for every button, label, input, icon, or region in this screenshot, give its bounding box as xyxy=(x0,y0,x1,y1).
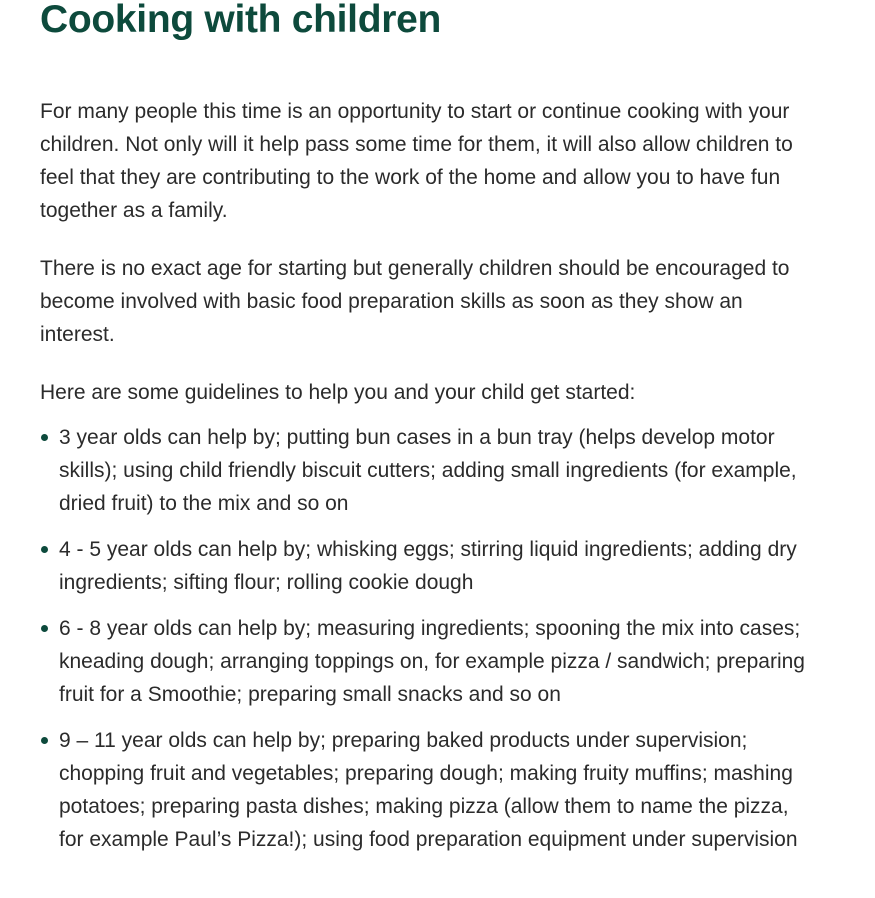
page-title: Cooking with children xyxy=(40,0,442,41)
list-item xyxy=(40,724,810,856)
bullet-icon xyxy=(41,625,48,632)
list-item xyxy=(40,421,810,520)
bullet-icon xyxy=(41,434,48,441)
list-item-text: 4 - 5 year olds can help by; whisking eggs; stirring liquid ingredients; adding dry ingredients; sifting flour; rolling cookie dough xyxy=(59,538,797,594)
list-item-text: 3 year olds can help by; putting bun cases in a bun tray (helps develop motor skills); using child friendly biscuit cutters; adding small ingredients (for example, dried fruit) to the mix and so on xyxy=(59,426,797,515)
bullet-icon xyxy=(41,737,48,744)
intro-paragraph: For many people this time is an opportunity to start or continue cooking with your children. Not only will it help pass some time for them, it will also allow children to feel that they are contributing to the work of the home and allow you to have fun together as a family. xyxy=(40,100,793,222)
list-item xyxy=(40,533,810,599)
list-item xyxy=(40,612,810,711)
guidelines-intro: Here are some guidelines to help you and your child get started: xyxy=(40,381,636,404)
list-item-text: 6 - 8 year olds can help by; measuring ingredients; spooning the mix into cases; kneading dough; arranging toppings on, for example pizza / sandwich; preparing fruit for a Smoothie; preparing small snacks and so on xyxy=(59,617,805,706)
list-item-text: 9 – 11 year olds can help by; preparing baked products under supervision; chopping fruit and vegetables; preparing dough; making fruity muffins; mashing potatoes; preparing pasta dishes; making pizza (allow them to name the pizza, for example Paul’s Pizza!); using food preparation equipment under supervision xyxy=(59,729,798,851)
age-paragraph: There is no exact age for starting but generally children should be encouraged to become involved with basic food preparation skills as soon as they show an interest. xyxy=(40,257,790,346)
bullet-icon xyxy=(41,546,48,553)
guidelines-list xyxy=(40,421,810,856)
